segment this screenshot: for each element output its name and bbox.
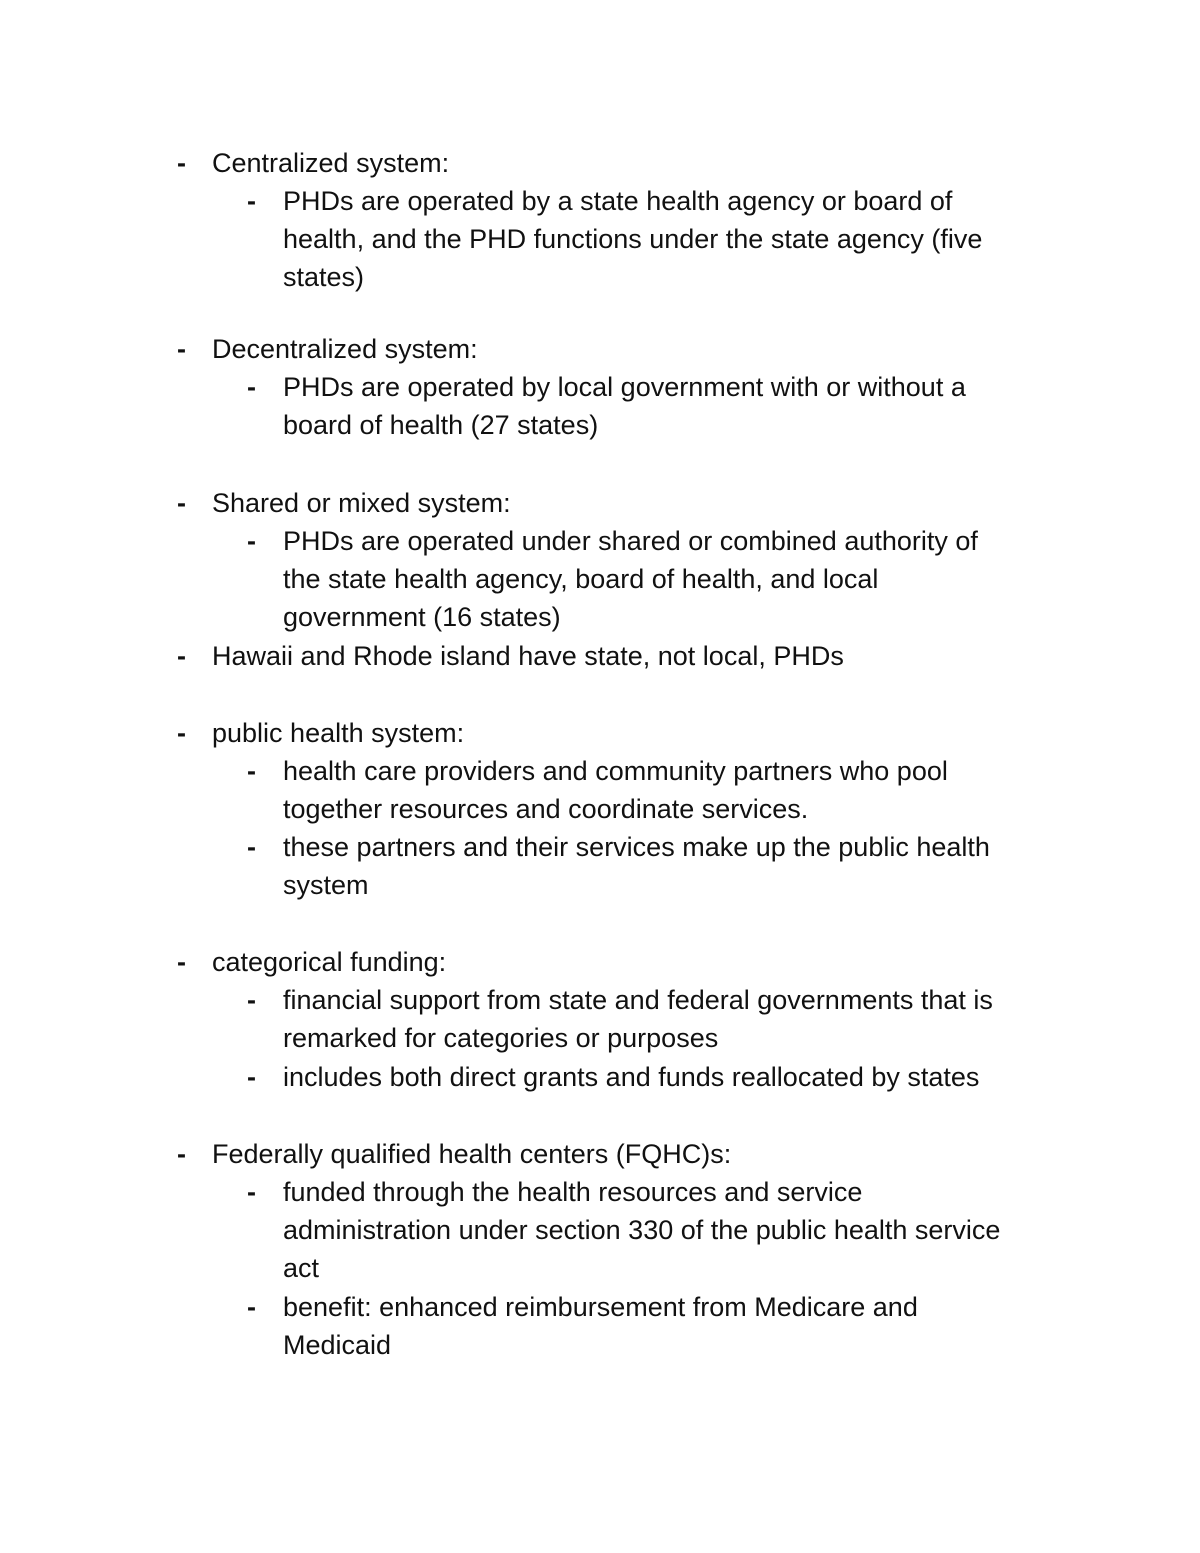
section-heading: Decentralized system: bbox=[212, 334, 478, 364]
bullet-dash: - bbox=[247, 832, 256, 862]
bullet-dash: - bbox=[247, 186, 256, 216]
bullet-dash: - bbox=[177, 488, 186, 518]
section-heading: Hawaii and Rhode island have state, not local, PHDs bbox=[212, 641, 844, 671]
section-heading: categorical funding: bbox=[212, 947, 447, 977]
bullet-dash: - bbox=[247, 985, 256, 1015]
section-heading: Federally qualified health centers (FQHC)s: bbox=[212, 1139, 732, 1169]
bullet-text: board of health (27 states) bbox=[283, 410, 599, 440]
bullet-dash: - bbox=[177, 641, 186, 671]
bullet-text: health, and the PHD functions under the state agency (five bbox=[283, 224, 983, 254]
bullet-text: includes both direct grants and funds reallocated by states bbox=[283, 1062, 980, 1092]
bullet-text: PHDs are operated by a state health agency or board of bbox=[283, 186, 953, 216]
bullet-text: benefit: enhanced reimbursement from Medicare and bbox=[283, 1292, 918, 1322]
bullet-dash: - bbox=[247, 756, 256, 786]
bullet-dash: - bbox=[177, 947, 186, 977]
bullet-text: the state health agency, board of health, and local bbox=[283, 564, 879, 594]
bullet-text: remarked for categories or purposes bbox=[283, 1023, 719, 1053]
bullet-text: financial support from state and federal governments that is bbox=[283, 985, 993, 1015]
bullet-dash: - bbox=[247, 526, 256, 556]
bullet-text: administration under section 330 of the public health service bbox=[283, 1215, 1001, 1245]
bullet-text: Medicaid bbox=[283, 1330, 392, 1360]
bullet-dash: - bbox=[247, 1062, 256, 1092]
bullet-text: act bbox=[283, 1253, 320, 1283]
bullet-dash: - bbox=[247, 1292, 256, 1322]
bullet-dash: - bbox=[177, 148, 186, 178]
bullet-text: system bbox=[283, 870, 369, 900]
bullet-text: funded through the health resources and service bbox=[283, 1177, 863, 1207]
bullet-text: government (16 states) bbox=[283, 602, 561, 632]
bullet-text: health care providers and community partners who pool bbox=[283, 756, 948, 786]
section-heading: public health system: bbox=[212, 718, 465, 748]
bullet-text: PHDs are operated by local government with or without a bbox=[283, 372, 966, 402]
bullet-dash: - bbox=[177, 334, 186, 364]
bullet-dash: - bbox=[247, 1177, 256, 1207]
bullet-dash: - bbox=[177, 718, 186, 748]
bullet-text: states) bbox=[283, 262, 365, 292]
bullet-text: together resources and coordinate services. bbox=[283, 794, 809, 824]
bullet-text: PHDs are operated under shared or combined authority of bbox=[283, 526, 978, 556]
section-heading: Shared or mixed system: bbox=[212, 488, 511, 518]
bullet-text: these partners and their services make up the public health bbox=[283, 832, 990, 862]
bullet-dash: - bbox=[177, 1139, 186, 1169]
bullet-dash: - bbox=[247, 372, 256, 402]
section-heading: Centralized system: bbox=[212, 148, 450, 178]
